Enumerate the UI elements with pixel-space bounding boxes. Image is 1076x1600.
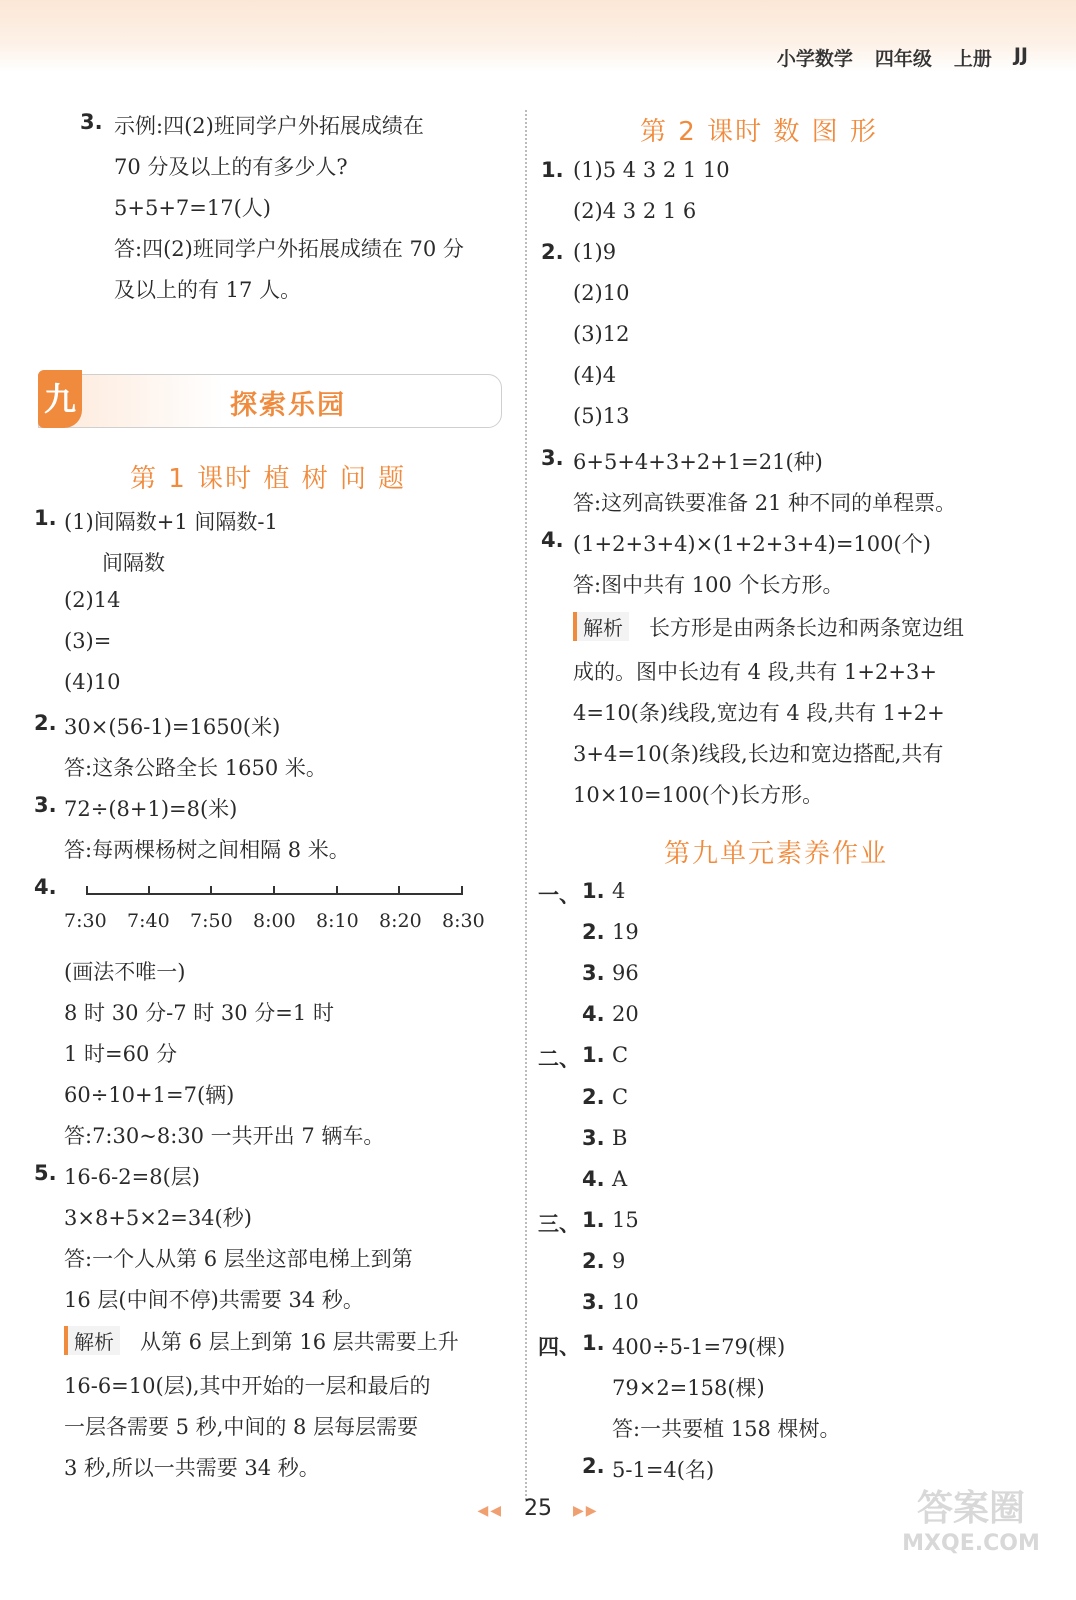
analysis-line: 一层各需要 5 秒,中间的 8 层每层需要 xyxy=(64,1415,419,1439)
answer-line: 70 分及以上的有多少人? xyxy=(114,155,348,179)
answer-line: C xyxy=(612,1085,629,1109)
answer-line: 96 xyxy=(612,961,639,985)
next-arrows-icon: ▶▶ xyxy=(573,1503,599,1519)
unit-badge: 九 xyxy=(38,370,82,428)
answer-line: 示例:四(2)班同学户外拓展成绩在 xyxy=(114,114,424,138)
question-number: 1. xyxy=(34,506,57,530)
answer-line: 19 xyxy=(612,920,639,944)
question-number: 3. xyxy=(582,1290,605,1314)
question-number: 2. xyxy=(34,711,57,735)
section-marker: 二、 xyxy=(538,1047,580,1071)
answer-line: 5+5+7=17(人) xyxy=(114,196,271,220)
answer-line: 10 xyxy=(612,1290,639,1314)
question-number: 1. xyxy=(541,158,564,182)
analysis-line xyxy=(573,612,964,642)
answer-line: 400÷5-1=79(棵) xyxy=(612,1335,786,1359)
question-number: 3. xyxy=(582,1126,605,1150)
timeline-label: 7:30 xyxy=(64,910,107,932)
analysis-tag: 解析 xyxy=(573,612,629,641)
answer-line: 15 xyxy=(612,1208,639,1232)
header-edition: JJ xyxy=(1013,44,1028,66)
answer-line: 答:一共要植 158 棵树。 xyxy=(612,1417,841,1441)
answer-line: 30×(56-1)=1650(米) xyxy=(64,715,281,739)
question-number: 2. xyxy=(541,240,564,264)
answer-line: (2)14 xyxy=(64,588,121,612)
timeline-label: 7:50 xyxy=(190,910,233,932)
lesson-title: 第 1 课时 植 树 问 题 xyxy=(130,464,407,494)
timeline-label: 8:00 xyxy=(253,910,296,932)
answer-line: 4 xyxy=(612,879,626,903)
answer-line: 72÷(8+1)=8(米) xyxy=(64,797,238,821)
lesson-title: 第 2 课时 数 图 形 xyxy=(640,117,878,147)
answer-line: (画法不唯一) xyxy=(64,960,186,984)
timeline-label: 7:40 xyxy=(127,910,170,932)
timeline-diagram xyxy=(86,878,466,902)
answer-line: 60÷10+1=7(辆) xyxy=(64,1083,235,1107)
question-number: 4. xyxy=(582,1002,605,1026)
answer-line: 8 时 30 分-7 时 30 分=1 时 xyxy=(64,1001,334,1025)
question-number: 1. xyxy=(582,1043,605,1067)
answer-line: 9 xyxy=(612,1249,626,1273)
answer-line: 答:每两棵杨树之间相隔 8 米。 xyxy=(64,838,350,862)
answer-line: B xyxy=(612,1126,628,1150)
answer-line: (1)5 4 3 2 1 10 xyxy=(573,158,730,182)
timeline-label: 8:20 xyxy=(379,910,422,932)
answer-line: 5-1=4(名) xyxy=(612,1458,715,1482)
question-number: 5. xyxy=(34,1161,57,1185)
question-number: 4. xyxy=(34,875,57,899)
question-number: 3. xyxy=(582,961,605,985)
answer-line: 6+5+4+3+2+1=21(种) xyxy=(573,450,823,474)
answer-line: (5)13 xyxy=(573,404,630,428)
analysis-line: 3 秒,所以一共需要 34 秒。 xyxy=(64,1456,320,1480)
answer-line: 答:图中共有 100 个长方形。 xyxy=(573,573,844,597)
answer-line: (4)10 xyxy=(64,670,121,694)
answer-line: (1)9 xyxy=(573,240,617,264)
answer-line: 16 层(中间不停)共需要 34 秒。 xyxy=(64,1288,364,1312)
answer-line: (4)4 xyxy=(573,363,617,387)
answer-line: A xyxy=(612,1167,628,1191)
unit-title: 探索乐园 xyxy=(230,390,346,421)
answer-line: (2)4 3 2 1 6 xyxy=(573,199,697,223)
header-subject: 小学数学 xyxy=(776,48,853,70)
watermark-domain: MXQE.COM xyxy=(902,1531,1040,1556)
question-number: 2. xyxy=(582,1454,605,1478)
timeline-label: 8:10 xyxy=(316,910,359,932)
question-number: 3. xyxy=(541,446,564,470)
answer-line: 答:这列高铁要准备 21 种不同的单程票。 xyxy=(573,491,957,515)
answer-line: 答:四(2)班同学户外拓展成绩在 70 分 xyxy=(114,237,464,261)
analysis-text: 长方形是由两条长边和两条宽边组 xyxy=(649,616,964,640)
analysis-line: 4=10(条)线段,宽边有 4 段,共有 1+2+ xyxy=(573,701,945,725)
timeline-label: 8:30 xyxy=(442,910,485,932)
question-number: 4. xyxy=(541,528,564,552)
answer-line: 3×8+5×2=34(秒) xyxy=(64,1206,252,1230)
answer-line: 答:7:30~8:30 一共开出 7 辆车。 xyxy=(64,1124,385,1148)
question-number: 4. xyxy=(582,1167,605,1191)
question-number: 3. xyxy=(34,793,57,817)
answer-line: 16-6-2=8(层) xyxy=(64,1165,200,1189)
answer-line: (3)12 xyxy=(573,322,630,346)
section-marker: 一、 xyxy=(538,883,580,907)
answer-line: 及以上的有 17 人。 xyxy=(114,278,302,302)
analysis-line: 10×10=100(个)长方形。 xyxy=(573,783,824,807)
analysis-text: 从第 6 层上到第 16 层共需要上升 xyxy=(140,1330,459,1354)
question-number: 1. xyxy=(582,879,605,903)
watermark-text: 答案圈 xyxy=(916,1488,1025,1529)
answer-line: (3)= xyxy=(64,629,112,653)
answer-line: 间隔数 xyxy=(102,551,165,575)
answer-line: 20 xyxy=(612,1002,639,1026)
unit-homework-title: 第九单元素养作业 xyxy=(664,839,889,869)
question-number: 3. xyxy=(80,110,103,134)
section-marker: 四、 xyxy=(538,1335,580,1359)
analysis-line: 16-6=10(层),其中开始的一层和最后的 xyxy=(64,1374,431,1398)
header-volume: 上册 xyxy=(953,48,992,70)
question-number: 2. xyxy=(582,1085,605,1109)
analysis-line: 成的。图中长边有 4 段,共有 1+2+3+ xyxy=(573,660,937,684)
analysis-tag: 解析 xyxy=(64,1326,120,1355)
answer-line: (2)10 xyxy=(573,281,630,305)
question-number: 1. xyxy=(582,1331,605,1355)
column-divider xyxy=(525,110,527,1500)
page-number: 25 xyxy=(524,1496,552,1521)
question-number: 1. xyxy=(582,1208,605,1232)
prev-arrows-icon: ◀◀ xyxy=(477,1503,503,1519)
question-number: 2. xyxy=(582,920,605,944)
answer-line: 79×2=158(棵) xyxy=(612,1376,765,1400)
answer-line: C xyxy=(612,1043,629,1067)
answer-line: 答:一个人从第 6 层坐这部电梯上到第 xyxy=(64,1247,413,1271)
header-info xyxy=(777,44,1028,71)
question-number: 2. xyxy=(582,1249,605,1273)
answer-line: (1)间隔数+1 间隔数-1 xyxy=(64,510,278,534)
answer-line: (1+2+3+4)×(1+2+3+4)=100(个) xyxy=(573,532,931,556)
analysis-line: 3+4=10(条)线段,长边和宽边搭配,共有 xyxy=(573,742,944,766)
watermark-logo xyxy=(896,1470,1046,1590)
header-grade: 四年级 xyxy=(874,48,932,70)
section-marker: 三、 xyxy=(538,1212,580,1236)
analysis-line xyxy=(64,1326,459,1356)
answer-line: 1 时=60 分 xyxy=(64,1042,178,1066)
answer-line: 答:这条公路全长 1650 米。 xyxy=(64,756,327,780)
